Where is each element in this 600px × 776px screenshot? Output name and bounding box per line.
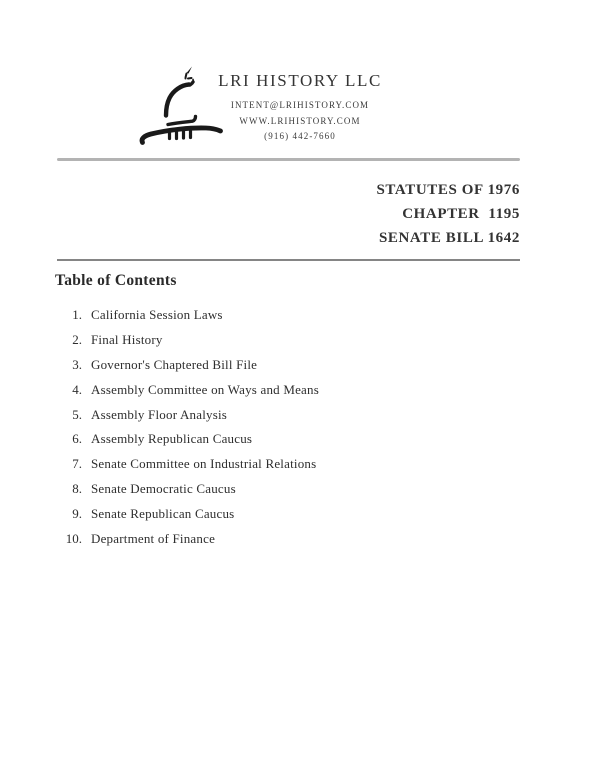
phone-line: (916) 442-7660 xyxy=(264,131,336,141)
toc-item-label: Assembly Committee on Ways and Means xyxy=(91,381,319,397)
toc-item xyxy=(57,303,517,328)
toc-item xyxy=(57,328,517,353)
toc-item xyxy=(57,427,517,452)
toc-item xyxy=(57,527,517,552)
website-line: WWW.LRIHISTORY.COM xyxy=(239,115,361,126)
toc-item-number: 4. xyxy=(72,381,82,397)
toc-item-number: 7. xyxy=(72,456,82,472)
toc-item-number: 5. xyxy=(72,406,82,422)
header-divider-rule xyxy=(57,158,520,161)
senate-bill-line: SENATE BILL 1642 xyxy=(378,230,520,246)
toc-item-number: 9. xyxy=(72,506,82,522)
toc-item-label: Senate Democratic Caucus xyxy=(91,481,236,497)
toc-item xyxy=(57,502,517,527)
toc-item-label: Final History xyxy=(91,331,163,347)
bill-reference-block xyxy=(376,178,520,250)
toc-item-label: Assembly Floor Analysis xyxy=(91,406,228,422)
toc-item xyxy=(57,353,517,378)
toc-item-label: Senate Republican Caucus xyxy=(91,506,235,522)
reference-divider-rule xyxy=(57,259,520,261)
toc-heading: Table of Contents xyxy=(55,272,177,289)
toc-item-label: Department of Finance xyxy=(91,531,216,547)
toc-item-number: 8. xyxy=(72,481,82,497)
toc-item xyxy=(57,477,517,502)
toc-item-number: 1. xyxy=(72,307,82,322)
toc-item xyxy=(57,378,517,403)
toc-item-label: Senate Committee on Industrial Relations xyxy=(91,456,317,472)
toc-item-number: 10. xyxy=(65,531,82,547)
toc-item-number: 2. xyxy=(72,331,82,347)
letterhead xyxy=(0,62,600,148)
company-name: LRI HISTORY LLC xyxy=(218,71,382,90)
toc-item xyxy=(57,403,517,428)
toc-item xyxy=(57,452,517,477)
toc-item-label: Governor's Chaptered Bill File xyxy=(91,356,258,372)
toc-item-label: Assembly Republican Caucus xyxy=(91,431,253,447)
letterhead-text xyxy=(0,71,600,145)
toc-list xyxy=(57,303,517,552)
statutes-line: STATUTES OF 1976 xyxy=(376,182,520,198)
toc-item-label: California Session Laws xyxy=(91,307,223,322)
toc-item-number: 6. xyxy=(72,431,82,447)
contact-block xyxy=(0,98,600,145)
toc-item-number: 3. xyxy=(72,356,82,372)
chapter-line: CHAPTER 1195 xyxy=(402,206,520,222)
email-line: INTENT@LRIHISTORY.COM xyxy=(230,100,370,110)
